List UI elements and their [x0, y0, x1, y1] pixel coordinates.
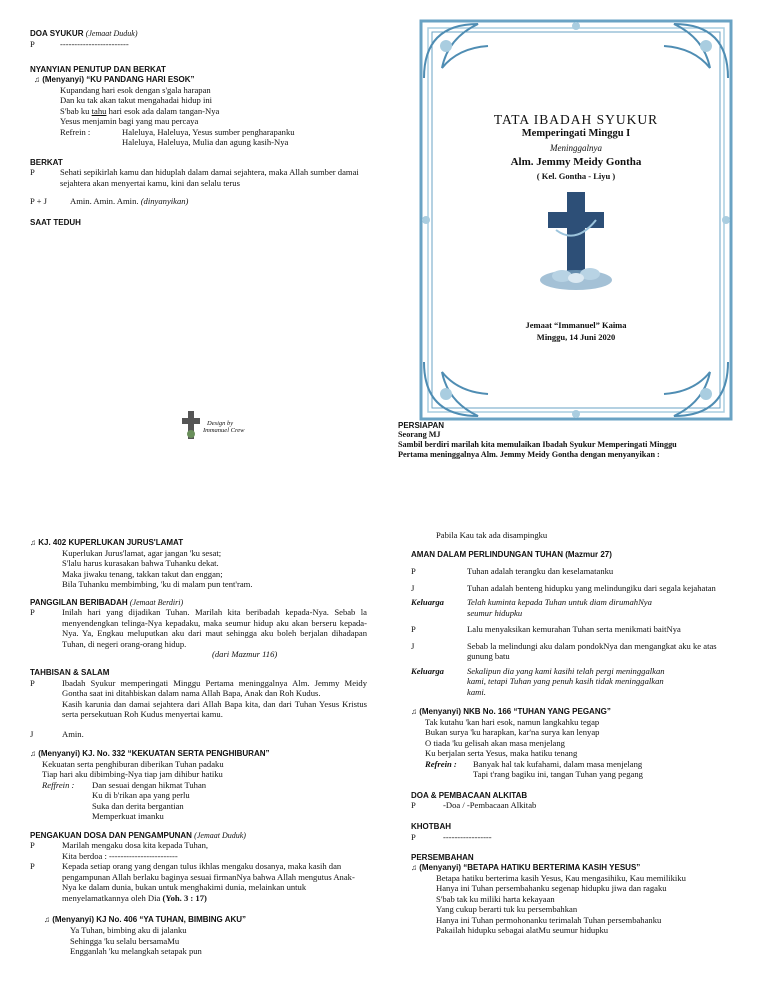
aman-heading [411, 550, 729, 560]
lyric-line: Haleluya, Haleluya, Mulia dan agung kasih-Nya [122, 137, 289, 148]
logo-text [203, 420, 245, 435]
lyric-line: Banyak hal tak kufahami, dalam masa menjelang [473, 758, 643, 769]
cover-family: ( Kel. Gontha - Liyu ) [536, 171, 616, 181]
tahbisan-amin-row [30, 729, 370, 739]
amin-text: Amin. Amin. Amin. [70, 196, 139, 207]
persiapan-line: Sambil berdiri marilah kita memulaikan Ibadah Syukur Memperingati Minggu [398, 440, 677, 450]
speaker-label: J [411, 582, 415, 593]
litany-rows [411, 566, 729, 697]
section-title: PENGAKUAN DOSA DAN PENGAMPUNAN [30, 830, 192, 840]
speaker-label: P [411, 800, 416, 811]
amin-note: (dinyanyikan) [140, 196, 189, 207]
lyric-part-underlined: tahu [91, 105, 107, 116]
section-note: (Jemaat Berdiri) [129, 597, 184, 607]
amin-text: Amin. [62, 728, 84, 739]
lyric-line: Tiap hari aku dibimbing-Nya tiap jam dihibur hatiku [42, 769, 223, 780]
berkat-heading: BERKAT [30, 157, 63, 167]
section-note: (Jemaat Duduk) [85, 29, 138, 38]
speaker-label: P [411, 624, 416, 635]
bottom-left-column [30, 538, 370, 957]
pengakuan-heading [30, 831, 370, 841]
litany-row [411, 566, 729, 576]
cross-logo-icon [181, 410, 201, 440]
panggilan-row [30, 607, 370, 659]
doa-alkitab-row [411, 800, 729, 810]
section-note: (Jemaat Duduk) [194, 830, 246, 840]
kj402-lyrics [30, 548, 370, 590]
lyric-line: Dan sesuai dengan hikmat Tuhan [92, 779, 207, 790]
lyric-line: Bila Tuhanku membimbing, 'ku di malam pun tent'ram. [62, 579, 253, 590]
lyric-line: S'lalu harus kurasakan bahwa Tuhanku dekat. [62, 558, 219, 569]
lyric-line: Kupandang hari esok dengan s'gala harapan [60, 84, 211, 95]
cover-name: Alm. Jemmy Meidy Gontha [510, 156, 642, 168]
speaker-label: P [30, 861, 35, 872]
persiapan-section [398, 421, 728, 459]
pengakuan-text: Marilah mengaku dosa kita kepada Tuhan, [62, 840, 209, 851]
logo-line: Immanuel Crew [203, 427, 245, 435]
lyric-line: Kekuatan serta penghiburan diberikan Tuhan padaku [42, 758, 224, 769]
pengampunan-text: Kepada setiap orang yang dengan tulus ikhlas mengaku dosanya, maka kasih dan pengampunan Allah berlaku baginya sesuai firmanNya bahwa Allah mengutus Anak-Nya ke dalam dunia, bukan untuk menghakimi dunia, melainkan untuk menyelamatkannya oleh Dia [62, 861, 355, 903]
persembahan-lyrics [411, 873, 729, 936]
kj402-heading: ♫ KJ. 402 KUPERLUKAN JURUS'LAMAT [30, 538, 184, 547]
lyric-line [60, 106, 370, 116]
lyric-line: Hanya ini Tuhan persembahanku segenap hidupku jiwa dan ragaku [436, 883, 667, 894]
logo-line: Design by [207, 420, 234, 427]
pengakuan-row [30, 840, 370, 861]
lyric-line: Ku di b'rikan apa yang perlu [92, 790, 190, 801]
lyric-line: Yesus menjamin bagi yang mau percaya [60, 116, 199, 127]
nkb166-heading: ♫ (Menyanyi) NKB No. 166 “TUHAN YANG PEGANG” [411, 707, 611, 717]
lyric-line: Bukan surya 'ku harapkan, kar'na surya kan lenyap [425, 727, 600, 738]
speaker-label: P + J [30, 196, 47, 207]
refrein-label: Refrein : [60, 126, 91, 137]
cover-church: Jemaat “Immanuel” Kaima [525, 320, 627, 330]
lyric-line: Yang cukup berarti tuk ku persembahkan [436, 904, 578, 915]
cover-meninggal: Meninggalnya [550, 143, 602, 153]
khotbah-heading: KHOTBAH [411, 821, 451, 831]
litany-row [411, 583, 729, 593]
litany-row [411, 666, 729, 697]
kj406-heading: ♫ (Menyanyi) KJ No. 406 “YA TUHAN, BIMBING AKU” [44, 915, 247, 925]
litany-text: Sebab la melindungi aku dalam pondokNya dan mengangkat aku ke atas gunung batu [467, 640, 717, 662]
litany-text: Tuhan adalah terangku dan keselamatanku [467, 566, 614, 577]
refrein-row [60, 127, 370, 137]
scripture-ref: (Yoh. 3 : 17) [162, 892, 207, 903]
lyric-line: S'bab tak ku miliki harta kekayaan [436, 893, 555, 904]
lyric-line: Kuperlukan Jurus'lamat, agar jangan 'ku sesat; [62, 547, 222, 558]
refrein-label: Reffrein : [42, 779, 75, 790]
cover-title: TATA IBADAH SYUKUR [493, 112, 659, 127]
doa-alkitab-text: -Doa / -Pembacaan Alkitab [443, 800, 537, 811]
berkat-text-row [30, 167, 370, 188]
lyric-line: Haleluya, Haleluya, Yesus sumber pengharapanku [122, 126, 295, 137]
lyric-part: S'bab ku [60, 105, 92, 116]
lyric-line: Pakailah hidupku sebagai alatMu seumur hidupku [436, 925, 609, 936]
persiapan-heading: PERSIAPAN [398, 421, 445, 430]
cover-date: Minggu, 14 Juni 2020 [536, 332, 616, 342]
lyric-line: Sehingga 'ku selalu bersamaMu [70, 935, 180, 946]
refrein-label: Refrein : [425, 758, 457, 769]
speaker-label: J [30, 728, 34, 739]
lyric-line: Dan ku tak akan takut mengahadai hidup ini [60, 95, 213, 106]
refrein-row [425, 759, 729, 769]
litany-text: Sekalipun dia yang kami kasihi telah pergi meninggalkan kami, tetapi Tuhan yang penuh kasih tidak meninggalkan kami. [467, 665, 665, 697]
booklet-cover [418, 18, 734, 422]
lyric-line: O tiada 'ku gelisah akan masa menjelang [425, 737, 565, 748]
lyric-line: Tapi t'rang bagiku ini, tangan Tuhan yang pegang [473, 769, 643, 780]
nkb166-lyrics [411, 717, 729, 780]
nyanyian-penutup-heading: NYANYIAN PENUTUP DAN BERKAT [30, 65, 166, 75]
lyric-line: Tak kutahu 'kan hari esok, namun langkahku tegap [425, 716, 600, 727]
persiapan-line: Pertama meninggalnya Alm. Jemmy Meidy Gontha dengan menyanyikan : [398, 449, 660, 459]
lyric-line: Hanya ini Tuhan permohonanku terimalah Tuhan persembahanku [436, 914, 662, 925]
speaker-label: P [30, 167, 35, 178]
section-title: DOA SYUKUR [30, 29, 84, 38]
lyric-line: Pabila Kau tak ada disampingku [436, 530, 548, 540]
speaker-label: P [411, 566, 416, 577]
doa-alkitab-heading: DOA & PEMBACAAN ALKITAB [411, 790, 528, 800]
speaker-label: P [30, 840, 35, 851]
litany-text: Tuhan adalah benteng hidupku yang melindungiku dari segala kejahatan [467, 582, 716, 593]
section-title: AMAN DALAM PERLINDUNGAN TUHAN [411, 550, 563, 560]
litany-text: Lalu menyaksikan kemurahan Tuhan serta menikmati baitNya [467, 624, 681, 635]
design-logo [181, 410, 261, 444]
litany-row [411, 641, 729, 662]
amin-row [30, 196, 370, 206]
blank-line: ----------------- [443, 831, 492, 842]
top-left-column [30, 29, 370, 228]
song-lyrics [30, 85, 370, 148]
litany-row [411, 597, 729, 618]
lyric-line: Ya Tuhan, bimbing aku di jalanku [70, 925, 187, 936]
cover-subtitle: Memperingati Minggu I [521, 128, 631, 139]
salam-text: Kasih karunia dan damai sejahtera dari Allah Bapa kita, dan dari Tuhan Yesus Kristus serta persekutuan Roh Kudus menyertai kamu. [62, 698, 367, 720]
panggilan-text: Inilah hari yang dijadikan Tuhan. Marilah kita beribadah kepada-Nya. Sebab la menyendengkan telinga-Nya kepadaku, maka seumur hidup aku akan berseru kepada-Nya. Ya, Engkau meluputkan aku dari maut sehingga aku boleh berjalan dihadapan Tuhan, di negeri orang-orang hidup. [62, 607, 367, 649]
persembahan-heading: PERSEMBAHAN [411, 853, 474, 863]
tahbisan-heading: TAHBISAN & SALAM [30, 667, 110, 677]
speaker-label: J [411, 640, 415, 651]
pengakuan-text: Kita berdoa : ------------------------ [62, 850, 178, 861]
speaker-label: Keluarga [411, 597, 444, 608]
bottom-right-column [411, 530, 729, 936]
lyric-line: Suka dan derita bergantian [92, 800, 184, 811]
speaker-label: P [411, 831, 416, 842]
tahbisan-text: Ibadah Syukur memperingati Minggu Pertama meninggalnya Alm. Jemmy Meidy Gontha saat ini ditahbiskan dalam nama Allah Bapa, Anak dan Roh Kudus. [62, 677, 367, 699]
ornamental-frame-icon [418, 18, 734, 422]
lyric-line: Memperkuat imanku [92, 811, 164, 822]
saat-teduh-heading: SAAT TEDUH [30, 217, 81, 227]
tahbisan-row [30, 678, 370, 720]
doa-syukur-line [30, 39, 370, 49]
blank-line: ------------------------ [60, 38, 129, 49]
litany-text: Telah kuminta kepada Tuhan untuk diam dirumahNya seumur hidupku [467, 597, 652, 618]
lyric-line: Maka jiwaku tenang, takkan takut dan enggan; [62, 568, 223, 579]
kj332-lyrics [30, 759, 370, 822]
speaker-label: P [30, 607, 35, 618]
song-title: ♫ (Menyanyi) “BETAPA HATIKU BERTERIMA KASIH YESUS” [411, 862, 641, 872]
khotbah-row [411, 832, 729, 842]
song-title: ♫ (Menyanyi) “KU PANDANG HARI ESOK” [34, 74, 195, 84]
speaker-label: P [30, 38, 35, 49]
berkat-text: Sehati sepikirlah kamu dan hiduplah dalam damai sejahtera, maka Allah sumber damai sejahtera akan menyertai kamu, kini dan selalu terus [60, 167, 359, 188]
kj406-lyrics [30, 925, 370, 956]
section-title: PANGGILAN BERIBADAH [30, 597, 128, 607]
persiapan-line: Seorang MJ [398, 430, 441, 440]
lyric-line: Betapa hatiku berterima kasih Yesus, Kau mengasihiku, Kau memilikiku [436, 872, 686, 883]
kj332-heading: ♫ (Menyanyi) KJ. No. 332 “KEKUATAN SERTA PENGHIBURAN” [30, 749, 270, 759]
doa-syukur-heading [30, 29, 370, 39]
speaker-label: Keluarga [411, 665, 444, 676]
scripture-ref: (Mazmur 27) [565, 550, 612, 560]
litany-row [411, 624, 729, 634]
refrein-row [42, 780, 370, 790]
pengampunan-row [30, 861, 370, 903]
lyric-line: Engganlah 'ku melangkah setapak pun [70, 946, 202, 957]
panggilan-heading [30, 598, 370, 608]
lyric-line: Ku berjalan serta Yesus, maka hatiku tenang [425, 748, 578, 759]
speaker-label: P [30, 677, 35, 688]
lyric-part: hari esok ada dalam tangan-Nya [106, 105, 220, 116]
scripture-ref: (dari Mazmur 116) [212, 649, 278, 660]
